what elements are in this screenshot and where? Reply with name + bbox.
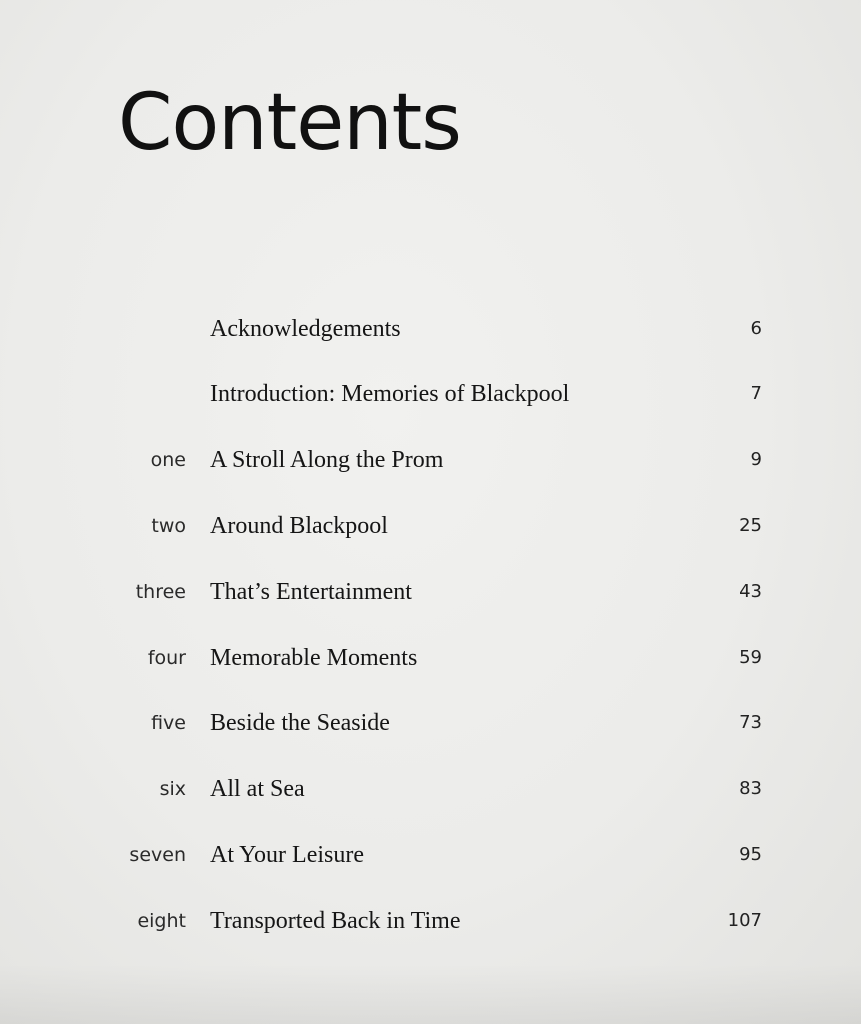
- chapter-number: three: [135, 581, 186, 603]
- entry-title: A Stroll Along the Prom: [210, 447, 444, 473]
- entry-title: All at Sea: [210, 776, 305, 802]
- page-number: 73: [739, 712, 762, 733]
- page-number: 43: [739, 581, 762, 602]
- chapter-number: five: [151, 712, 186, 734]
- toc-entry-chapter-one: [0, 440, 861, 480]
- entry-title: Beside the Seaside: [210, 710, 390, 736]
- chapter-number: eight: [137, 910, 186, 932]
- chapter-number: seven: [129, 844, 186, 866]
- toc-entry-introduction: [0, 374, 861, 414]
- page-number: 6: [750, 318, 762, 339]
- page-title: Contents: [118, 78, 461, 168]
- toc-entry-chapter-three: [0, 572, 861, 612]
- chapter-number: one: [150, 449, 186, 471]
- toc-entry-acknowledgements: [0, 309, 861, 349]
- toc-entry-chapter-two: [0, 506, 861, 546]
- toc-entry-chapter-eight: [0, 901, 861, 941]
- page-number: 9: [750, 449, 762, 470]
- page-number: 7: [750, 383, 762, 404]
- page-number: 95: [739, 844, 762, 865]
- entry-title: Acknowledgements: [210, 316, 401, 342]
- page-number: 107: [727, 910, 762, 931]
- chapter-number: four: [147, 647, 186, 669]
- entry-title: Transported Back in Time: [210, 908, 461, 934]
- page-number: 59: [739, 647, 762, 668]
- toc-entry-chapter-five: [0, 703, 861, 743]
- entry-title: At Your Leisure: [210, 842, 364, 868]
- page-number: 25: [739, 515, 762, 536]
- page-number: 83: [739, 778, 762, 799]
- chapter-number: six: [159, 778, 186, 800]
- toc-entry-chapter-four: [0, 638, 861, 678]
- entry-title: Around Blackpool: [210, 513, 388, 539]
- entry-title: Memorable Moments: [210, 645, 418, 671]
- entry-title: Introduction: Memories of Blackpool: [210, 381, 570, 407]
- toc-entry-chapter-seven: [0, 835, 861, 875]
- toc-entry-chapter-six: [0, 769, 861, 809]
- chapter-number: two: [151, 515, 186, 537]
- entry-title: That’s Entertainment: [210, 579, 412, 605]
